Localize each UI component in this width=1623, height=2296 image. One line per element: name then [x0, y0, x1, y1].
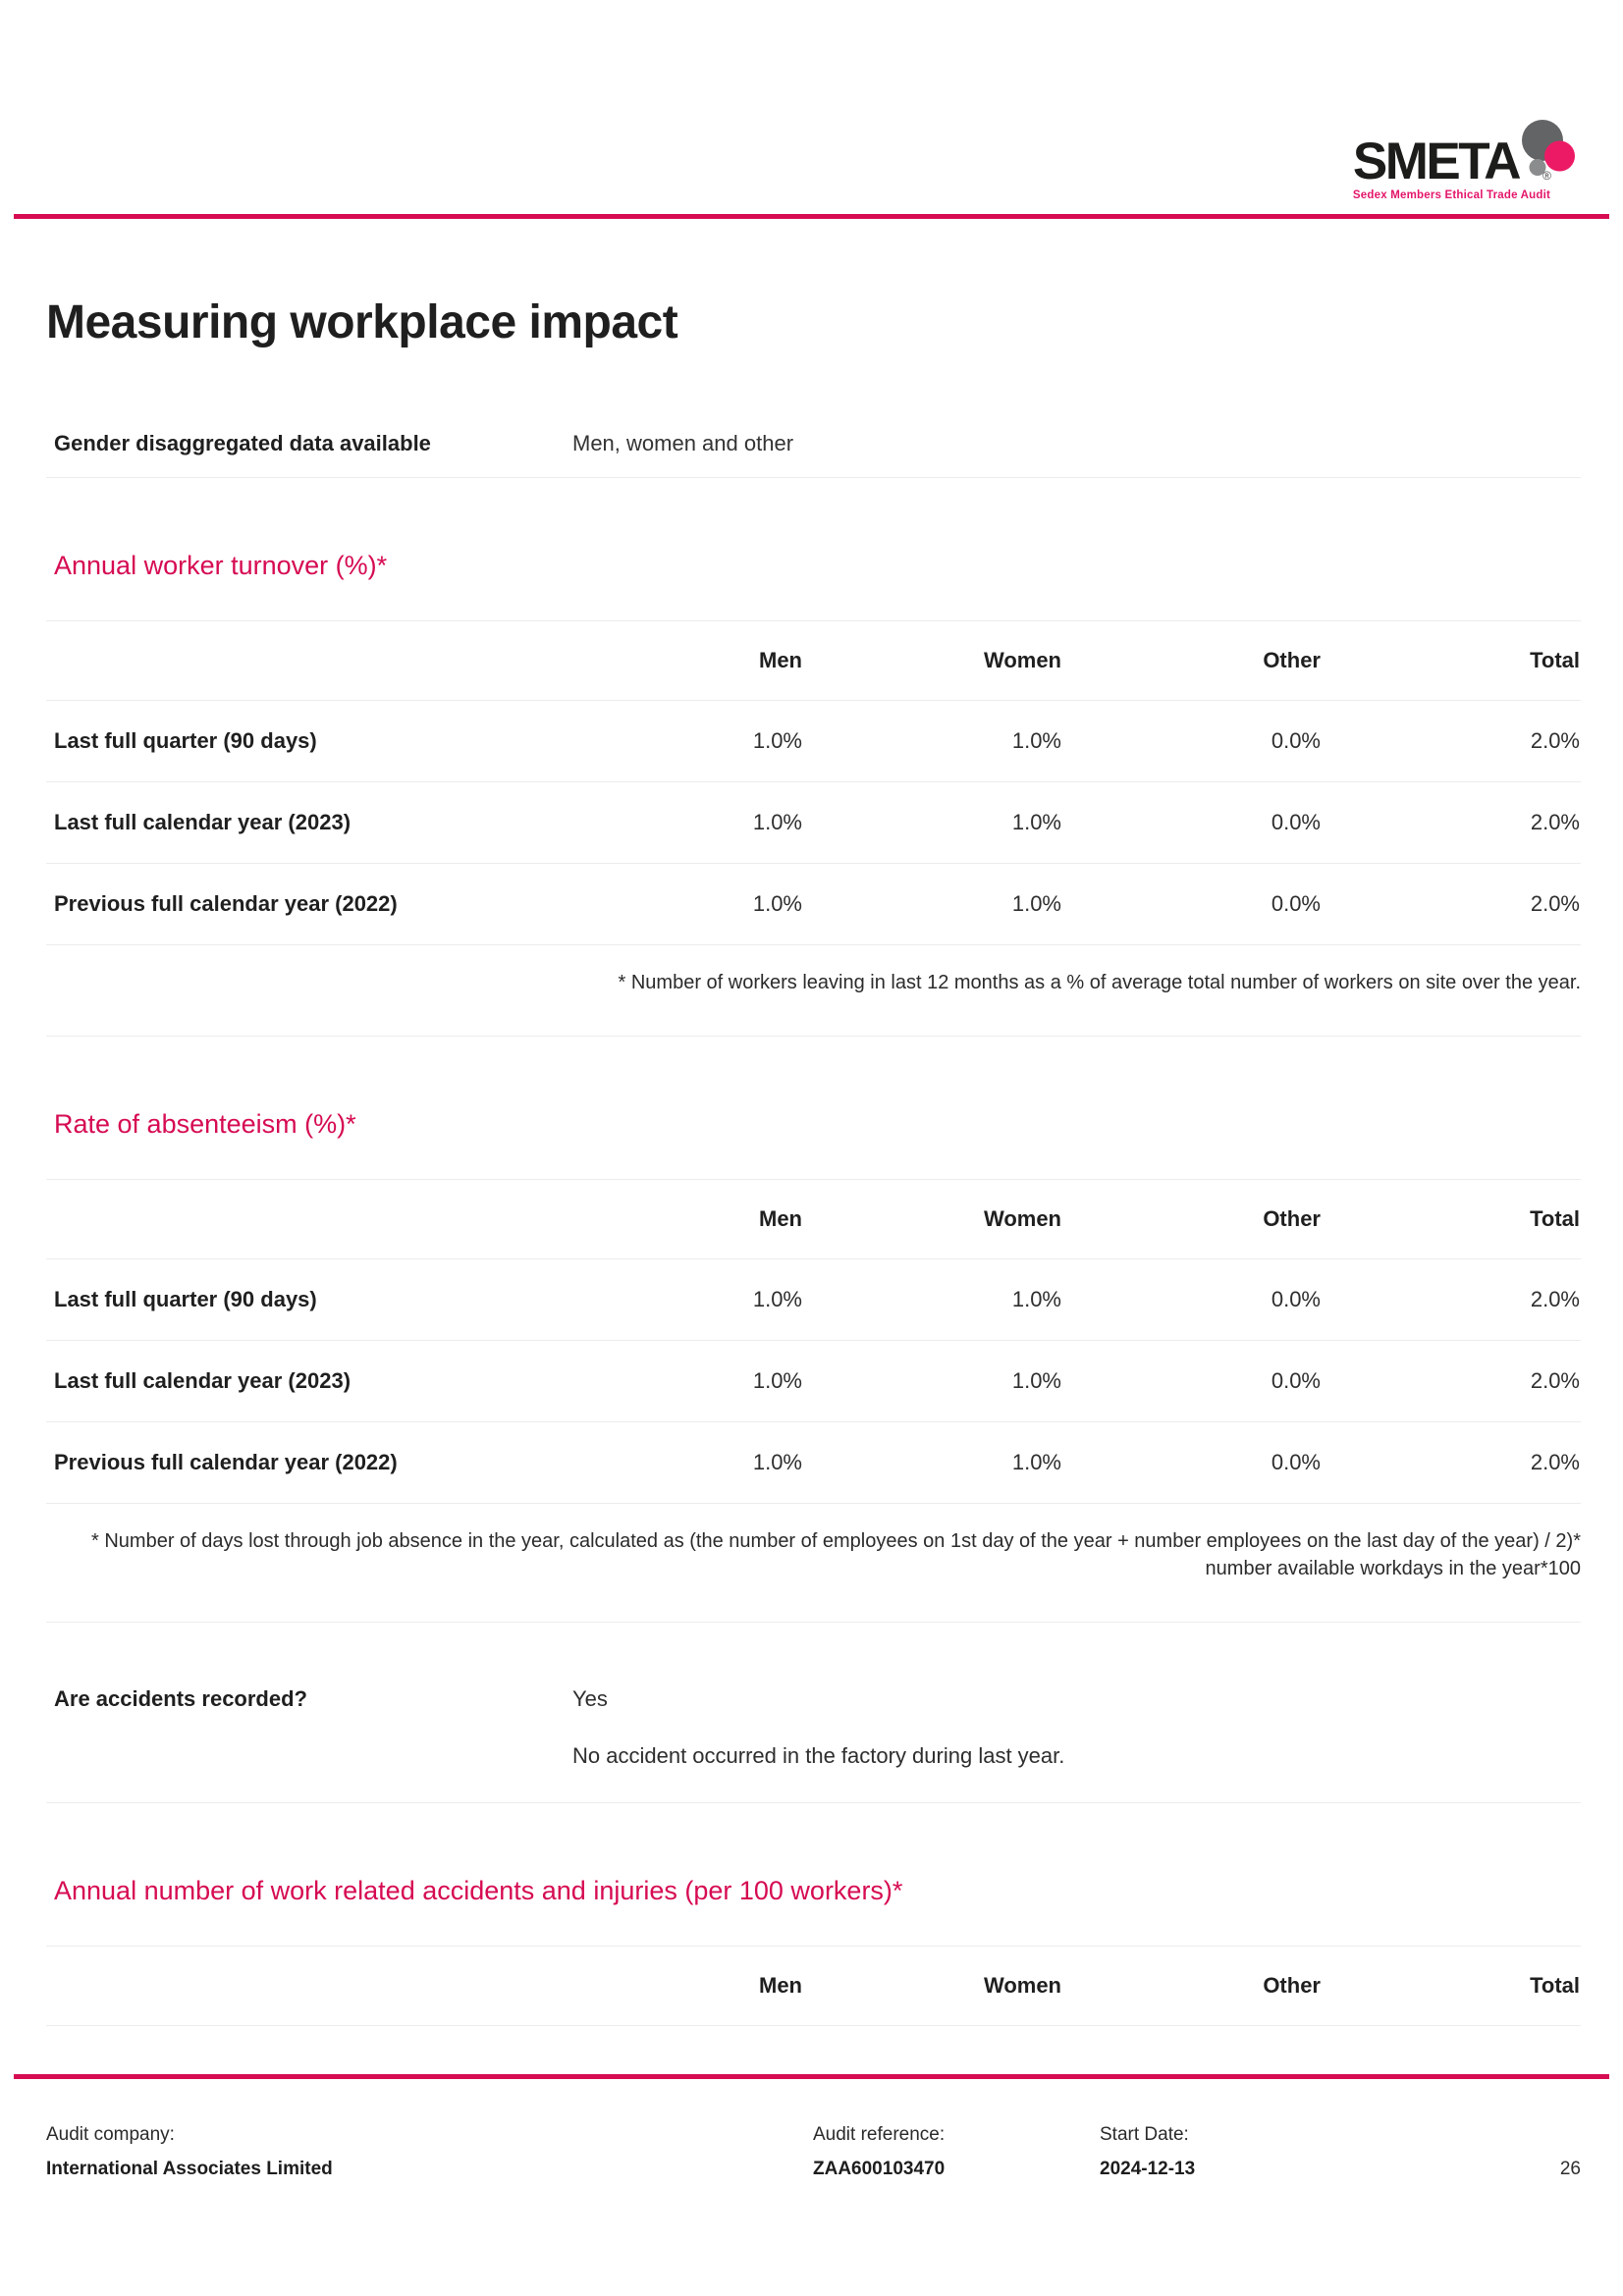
start-date-cell [1100, 2159, 1581, 2180]
absenteeism-section-title: Rate of absenteeism (%)* [54, 1109, 356, 1140]
cell-women: 1.0% [803, 1422, 1062, 1504]
page-number: 26 [1559, 2159, 1581, 2179]
column-header-women: Women [803, 621, 1062, 701]
row-label: Previous full calendar year (2022) [46, 864, 544, 945]
accidents-recorded-label: Are accidents recorded? [54, 1686, 307, 1712]
accidents-recorded-answer: Yes [572, 1686, 608, 1712]
footer-values-row [46, 2159, 1581, 2180]
row-label: Last full quarter (90 days) [46, 1259, 544, 1341]
column-header-men: Men [544, 621, 803, 701]
turnover-section [46, 549, 1581, 996]
cell-men: 1.0% [544, 1341, 803, 1422]
absenteeism-section [46, 1107, 1581, 1582]
table-row [46, 1422, 1581, 1504]
smeta-tagline: Sedex Members Ethical Trade Audit [1352, 189, 1551, 201]
cell-men: 1.0% [544, 1259, 803, 1341]
table-row [46, 1341, 1581, 1422]
accidents-recorded-note: No accident occurred in the factory during last year. [572, 1742, 1065, 1768]
column-header-men: Men [544, 1947, 803, 2026]
column-header-total: Total [1322, 1947, 1581, 2026]
registered-trademark-symbol: ® [1542, 169, 1551, 183]
column-header-other: Other [1062, 1947, 1322, 2026]
absenteeism-header-row [46, 1180, 1581, 1259]
cell-other: 0.0% [1062, 1422, 1322, 1504]
column-header-other: Other [1062, 1180, 1322, 1259]
section-divider [46, 1036, 1581, 1037]
cell-women: 1.0% [803, 1259, 1062, 1341]
page-title: Measuring workplace impact [46, 296, 678, 348]
smeta-logo [1353, 120, 1577, 201]
gender-data-row [46, 430, 1581, 479]
turnover-table [46, 620, 1581, 945]
table-row [46, 782, 1581, 864]
start-date-value: 2024-12-13 [1100, 2159, 1196, 2179]
cell-total: 2.0% [1322, 864, 1581, 945]
footer-divider [14, 2074, 1609, 2079]
audit-reference-label: Audit reference: [813, 2124, 946, 2145]
table-row [46, 864, 1581, 945]
audit-company-value: International Associates Limited [46, 2159, 333, 2179]
cell-other: 0.0% [1062, 864, 1322, 945]
cell-total: 2.0% [1322, 782, 1581, 864]
absenteeism-table [46, 1179, 1581, 1504]
column-header-women: Women [803, 1180, 1062, 1259]
turnover-footnote: * Number of workers leaving in last 12 months as a % of average total number of workers on site over the year. [618, 972, 1581, 994]
footer-info [46, 2124, 1581, 2180]
footer-labels-row [46, 2124, 1581, 2146]
cell-women: 1.0% [803, 1341, 1062, 1422]
cell-women: 1.0% [803, 701, 1062, 782]
start-date-label: Start Date: [1100, 2124, 1189, 2145]
cell-other: 0.0% [1062, 782, 1322, 864]
row-label: Last full calendar year (2023) [46, 1341, 544, 1422]
row-label-header [46, 621, 544, 701]
cell-total: 2.0% [1322, 1422, 1581, 1504]
cell-other: 0.0% [1062, 701, 1322, 782]
table-row [46, 701, 1581, 782]
audit-reference-value: ZAA600103470 [813, 2159, 946, 2179]
column-header-other: Other [1062, 621, 1322, 701]
table-row [46, 1259, 1581, 1341]
accidents-header-row [46, 1947, 1581, 2026]
audit-company-label: Audit company: [46, 2124, 175, 2145]
cell-other: 0.0% [1062, 1341, 1322, 1422]
row-label: Last full calendar year (2023) [46, 782, 544, 864]
cell-total: 2.0% [1322, 701, 1581, 782]
absenteeism-footnote: * Number of days lost through job absence in the year, calculated as (the number of employees on 1st day of the year + number employees on the last day of the year) / 2)* number available workdays in the year*100 [91, 1530, 1581, 1580]
accidents-table [46, 1946, 1581, 2026]
gender-data-value: Men, women and other [572, 430, 794, 455]
accidents-section-title: Annual number of work related accidents and injuries (per 100 workers)* [54, 1876, 903, 1906]
accidents-table-section [46, 1874, 1581, 2026]
column-header-total: Total [1322, 1180, 1581, 1259]
accidents-recorded-block [46, 1685, 1581, 1803]
row-label: Previous full calendar year (2022) [46, 1422, 544, 1504]
header-divider [14, 214, 1609, 219]
accidents-recorded-row [46, 1685, 1581, 1713]
smeta-logo-row [1352, 120, 1577, 190]
cell-men: 1.0% [544, 782, 803, 864]
row-label-header [46, 1947, 544, 2026]
cell-total: 2.0% [1322, 1259, 1581, 1341]
turnover-header-row [46, 621, 1581, 701]
page-footer [0, 2074, 1623, 2180]
column-header-total: Total [1322, 621, 1581, 701]
cell-other: 0.0% [1062, 1259, 1322, 1341]
cell-women: 1.0% [803, 864, 1062, 945]
column-header-women: Women [803, 1947, 1062, 2026]
cell-women: 1.0% [803, 782, 1062, 864]
smeta-wordmark: SMETA [1352, 133, 1519, 190]
cell-men: 1.0% [544, 864, 803, 945]
row-label-header [46, 1180, 544, 1259]
section-divider [46, 1622, 1581, 1623]
cell-men: 1.0% [544, 1422, 803, 1504]
column-header-men: Men [544, 1180, 803, 1259]
turnover-section-title: Annual worker turnover (%)* [54, 551, 388, 581]
cell-total: 2.0% [1322, 1341, 1581, 1422]
cell-men: 1.0% [544, 701, 803, 782]
row-label: Last full quarter (90 days) [46, 701, 544, 782]
gender-data-label: Gender disaggregated data available [54, 430, 431, 455]
